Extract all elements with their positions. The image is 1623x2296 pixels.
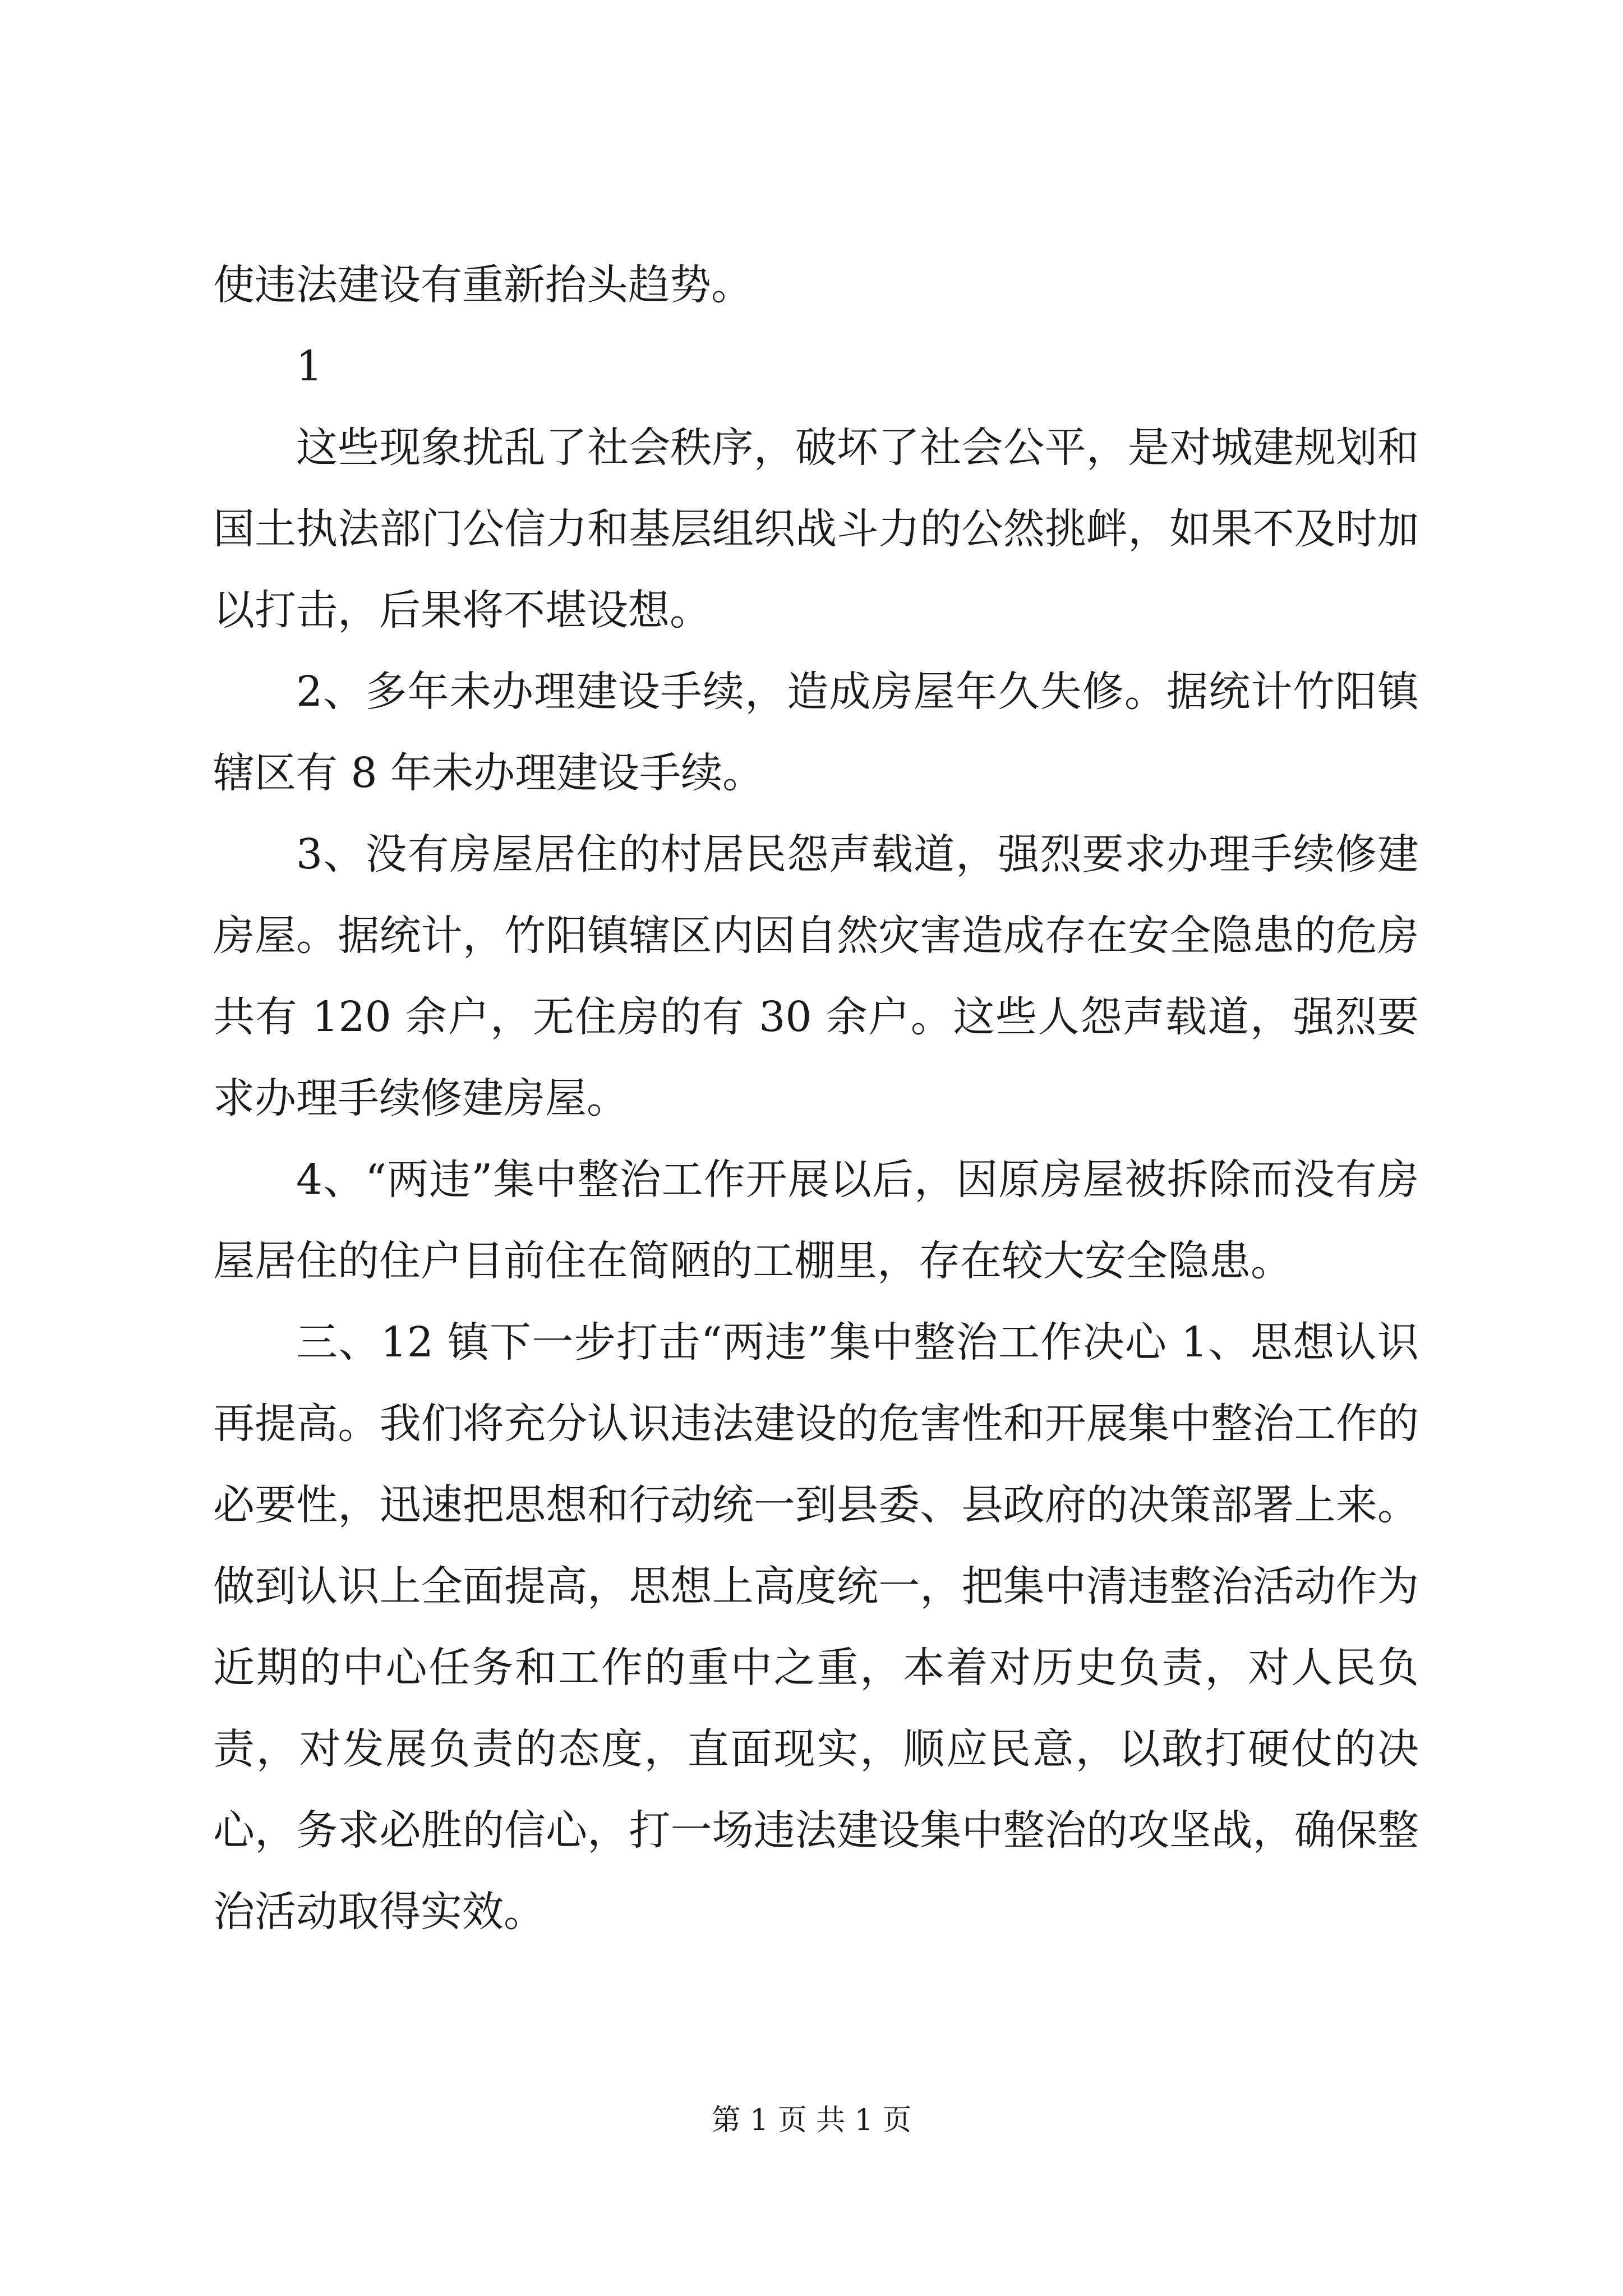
document-body bbox=[213, 245, 1419, 1953]
paragraph-4: 3、没有房屋居住的村居民怨声载道，强烈要求办理手续修建房屋。据统计，竹阳镇辖区内因自然灾害造成存在安全隐患的危房共有 120 余户，无住房的有 30 余户。这些人怨声载道，强烈要求办理手续修建房屋。 bbox=[213, 830, 1419, 1122]
paragraph-5: 4、“两违”集中整治工作开展以后，因原房屋被拆除而没有房屋居住的住户目前住在简陋的工棚里，存在较大安全隐患。 bbox=[213, 1156, 1419, 1285]
paragraph-6: 三、12 镇下一步打击“两违”集中整治工作决心 1、思想认识再提高。我们将充分认识违法建设的危害性和开展集中整治工作的必要性，迅速把思想和行动统一到县委、县政府的决策部署上来。做到认识上全面提高，思想上高度统一，把集中清违整治活动作为近期的中心任务和工作的重中之重，本着对历史负责，对人民负责，对发展负责的态度，直面现实，顺应民意，以敢打硬仗的决心，务求必胜的信心，打一场违法建设集中整治的攻坚战，确保整治活动取得实效。 bbox=[213, 1318, 1419, 1936]
paragraph-1: 1 bbox=[296, 342, 323, 390]
paragraph-0: 使违法建设有重新抬头趋势。 bbox=[213, 261, 753, 309]
paragraph-3: 2、多年未办理建设手续，造成房屋年久失修。据统计竹阳镇辖区有 8 年未办理建设手续。 bbox=[213, 668, 1419, 797]
page-number-label: 第 1 页 共 1 页 bbox=[711, 2104, 912, 2137]
paragraph-2: 这些现象扰乱了社会秩序，破坏了社会公平，是对城建规划和国土执法部门公信力和基层组织战斗力的公然挑衅，如果不及时加以打击，后果将不堪设想。 bbox=[213, 424, 1419, 634]
page-footer bbox=[0, 2098, 1623, 2143]
